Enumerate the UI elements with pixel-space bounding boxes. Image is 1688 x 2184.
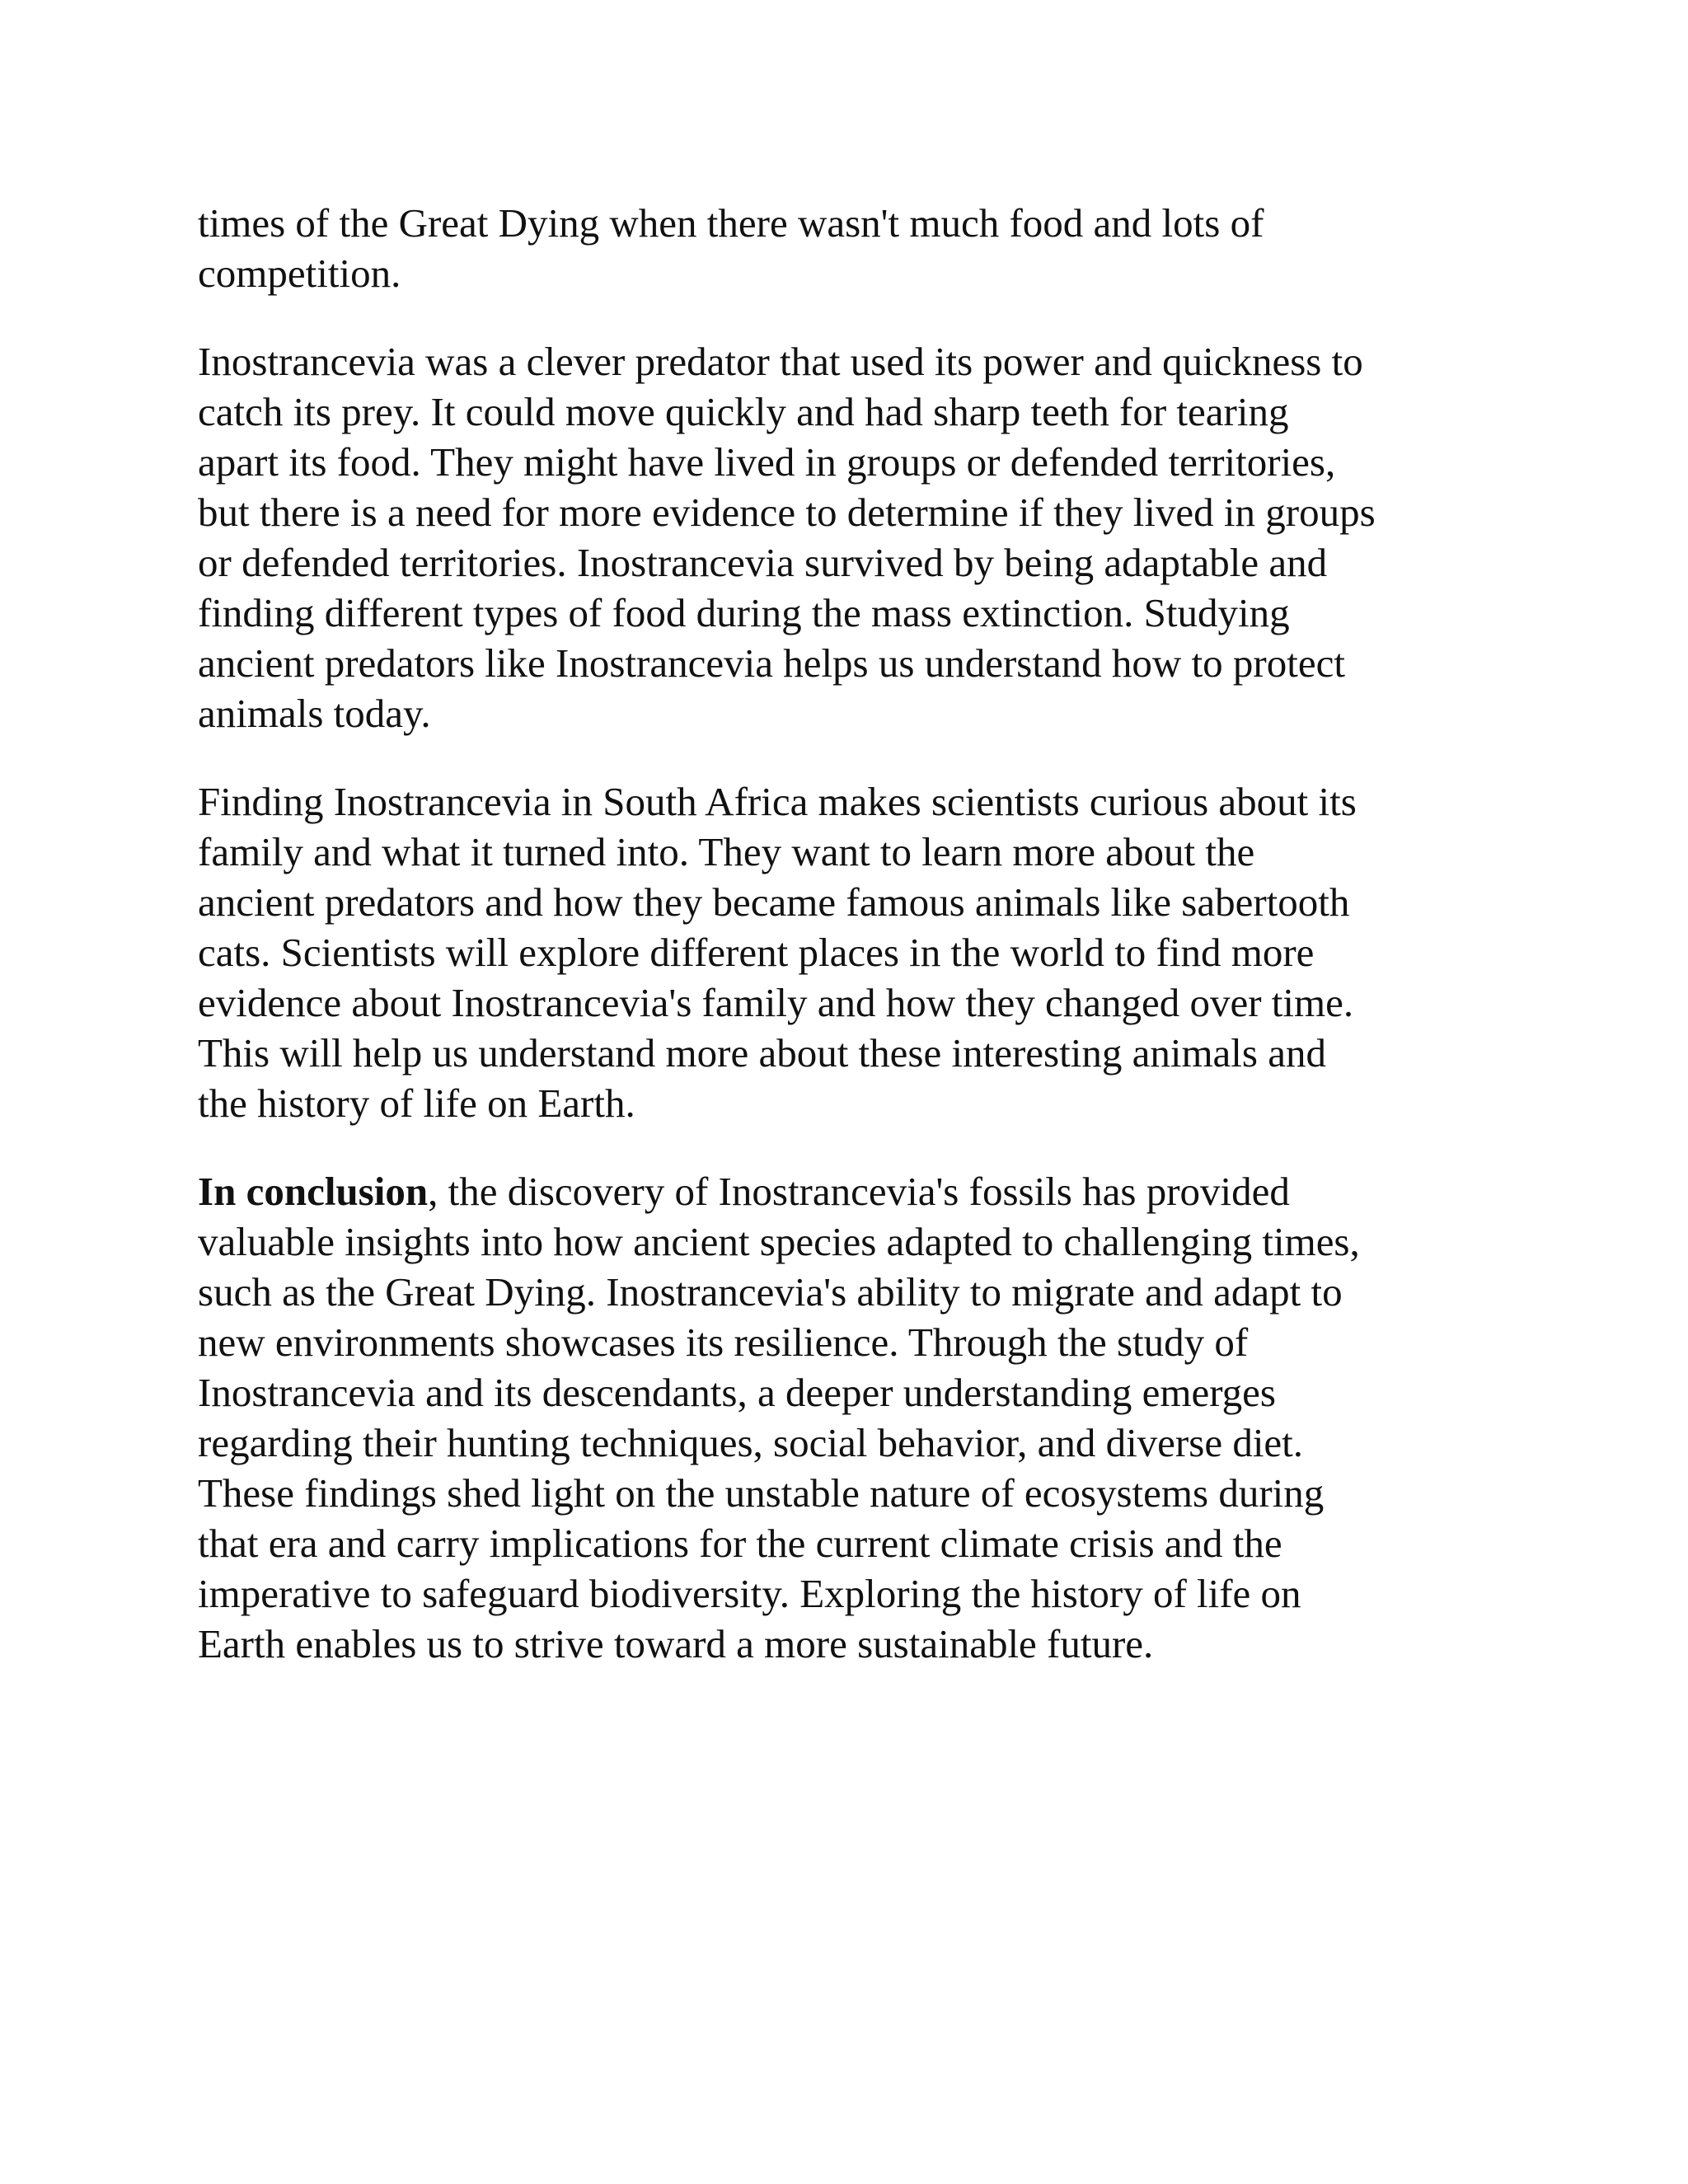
- text-line: Inostrancevia and its descendants, a deeper understanding emerges: [198, 1370, 1276, 1415]
- paragraph-south-africa-discovery: [198, 776, 1484, 1128]
- paragraph-great-dying-continuation: [198, 198, 1484, 298]
- conclusion-lead: In conclusion: [198, 1169, 429, 1214]
- text-line: valuable insights into how ancient species adapted to challenging times,: [198, 1219, 1360, 1264]
- paragraph-conclusion: [198, 1166, 1484, 1669]
- body-text: [198, 198, 1484, 1707]
- text-line: such as the Great Dying. Inostrancevia's ability to migrate and adapt to: [198, 1269, 1343, 1315]
- text-line: new environments showcases its resilience. Through the study of: [198, 1319, 1249, 1365]
- text-line: animals today.: [198, 691, 431, 736]
- text-line: Finding Inostrancevia in South Africa makes scientists curious about its: [198, 779, 1357, 824]
- text-line: cats. Scientists will explore different places in the world to find more: [198, 930, 1315, 975]
- paragraph-predator-behavior: [198, 336, 1484, 738]
- text-line: the history of life on Earth.: [198, 1080, 635, 1126]
- text-line: apart its food. They might have lived in groups or defended territories,: [198, 439, 1336, 485]
- text-line: This will help us understand more about these interesting animals and: [198, 1030, 1326, 1076]
- text-line: that era and carry implications for the current climate crisis and the: [198, 1521, 1282, 1566]
- text-line: ancient predators and how they became famous animals like sabertooth: [198, 879, 1350, 925]
- text-line: [198, 1166, 1484, 1216]
- text-line: but there is a need for more evidence to determine if they lived in groups: [198, 490, 1376, 535]
- text-line: Earth enables us to strive toward a more sustainable future.: [198, 1621, 1154, 1666]
- text-line: times of the Great Dying when there wasn't much food and lots of: [198, 200, 1264, 246]
- text-line: catch its prey. It could move quickly and had sharp teeth for tearing: [198, 389, 1289, 434]
- text-line: finding different types of food during the mass extinction. Studying: [198, 590, 1290, 635]
- conclusion-first-line-rest: , the discovery of Inostrancevia's fossils has provided: [428, 1169, 1290, 1214]
- text-line: family and what it turned into. They want to learn more about the: [198, 829, 1255, 874]
- text-line: Inostrancevia was a clever predator that used its power and quickness to: [198, 339, 1363, 384]
- text-line: ancient predators like Inostrancevia helps us understand how to protect: [198, 640, 1345, 686]
- text-line: imperative to safeguard biodiversity. Exploring the history of life on: [198, 1571, 1301, 1616]
- text-line: These findings shed light on the unstable nature of ecosystems during: [198, 1470, 1325, 1516]
- text-line: regarding their hunting techniques, social behavior, and diverse diet.: [198, 1420, 1304, 1465]
- text-line: or defended territories. Inostrancevia survived by being adaptable and: [198, 540, 1328, 585]
- text-line: competition.: [198, 251, 401, 296]
- text-line: evidence about Inostrancevia's family and how they changed over time.: [198, 980, 1354, 1025]
